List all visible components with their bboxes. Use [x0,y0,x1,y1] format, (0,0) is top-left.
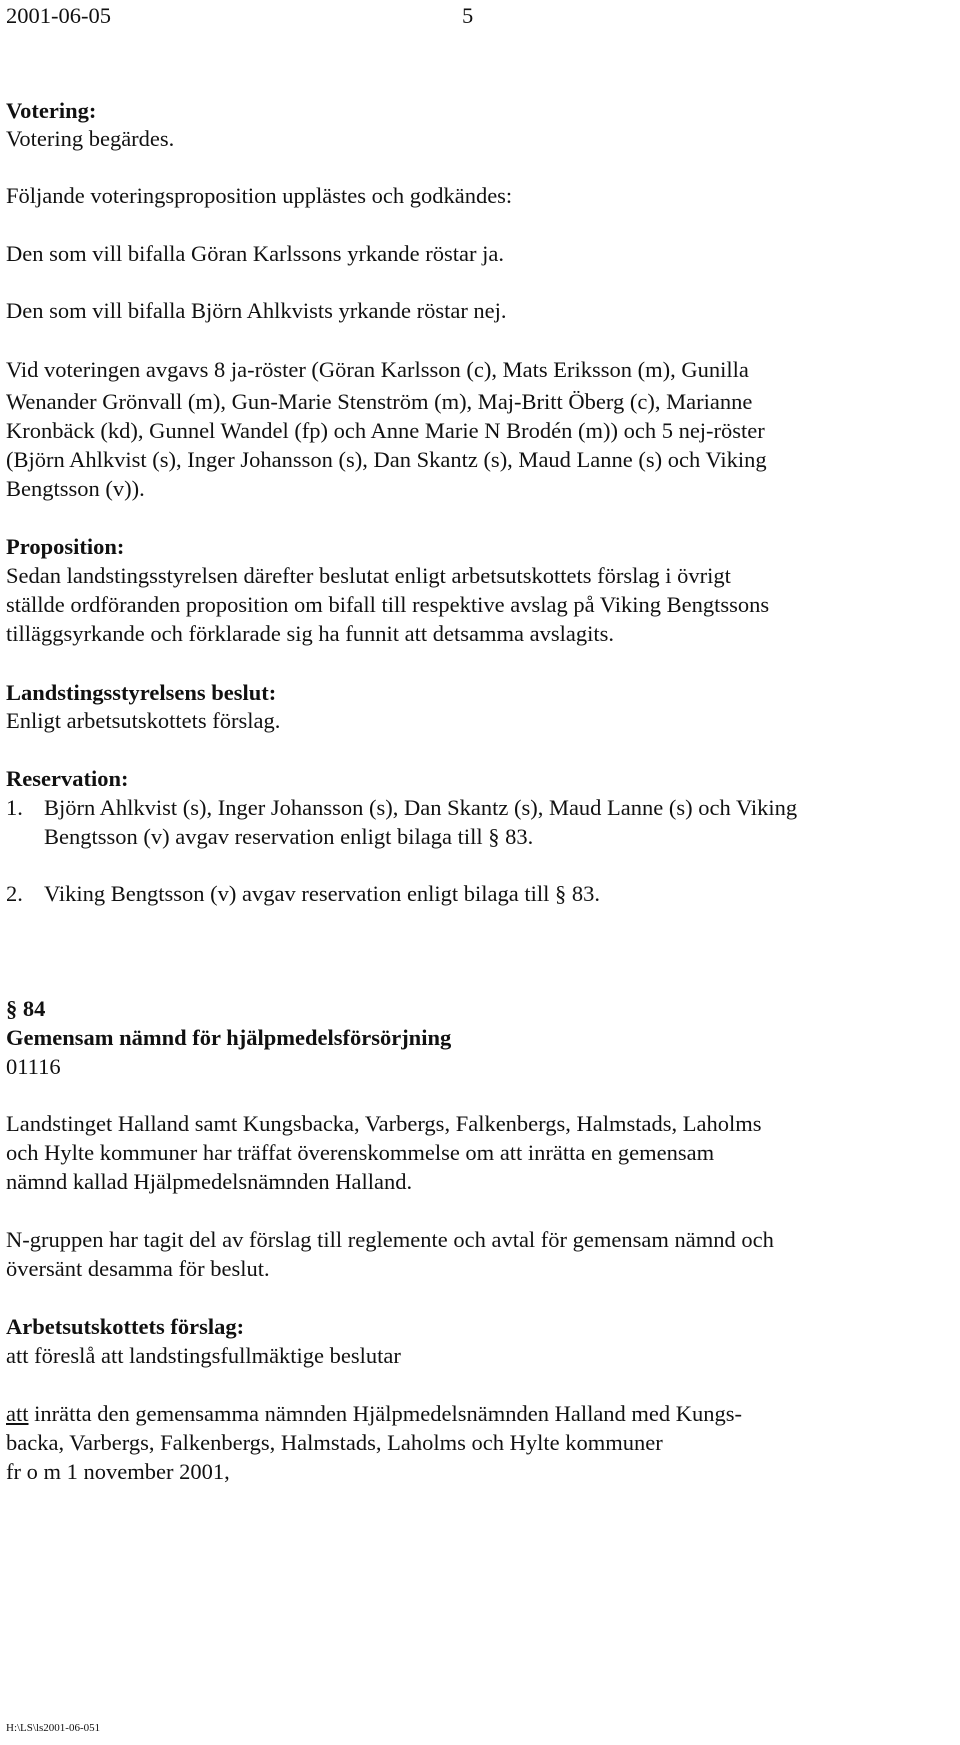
proposition-line: tilläggsyrkande och förklarade sig ha funnit att detsamma avslagits. [6,621,614,646]
section-84-title: Gemensam nämnd för hjälpmedelsförsörjning [6,1025,452,1050]
votering-heading: Votering: [6,98,97,123]
footer-path: H:\LS\ls2001-06-051 [6,1722,101,1734]
result-line: Bengtsson (v)). [6,476,145,501]
au-heading: Arbetsutskottets förslag: [6,1314,245,1339]
att-text: inrätta den gemensamma nämnden Hjälpmedelsnämnden Halland med Kungs- [34,1401,743,1426]
beslut-heading: Landstingsstyrelsens beslut: [6,680,277,705]
au-intro: att föreslå att landstingsfullmäktige beslutar [6,1343,401,1368]
page-number: 5 [462,3,474,28]
reservation-item-line: Bengtsson (v) avgav reservation enligt bilaga till § 83. [44,824,534,849]
para2-line: översänt desamma för beslut. [6,1256,270,1281]
reservation-item-line: Björn Ahlkvist (s), Inger Johansson (s), Dan Skantz (s), Maud Lanne (s) och Viking [44,795,798,820]
para1-line: och Hylte kommuner har träffat överenskommelse om att inrätta en gemensam [6,1140,715,1165]
diary-number: 01116 [6,1054,61,1079]
att-decision-line [6,1400,742,1427]
result-line: Wenander Grönvall (m), Gun-Marie Stenström (m), Maj-Britt Öberg (c), Marianne [6,389,753,414]
reservation-item-line: Viking Bengtsson (v) avgav reservation enligt bilaga till § 83. [44,881,601,906]
nej-line: Den som vill bifalla Björn Ahlkvists yrkande röstar nej. [6,298,507,323]
header-date: 2001-06-05 [6,3,111,28]
reservation-number: 2. [6,881,23,906]
proposition-line: ställde ordföranden proposition om bifall till respektive avslag på Viking Bengtssons [6,592,770,617]
att-underlined: att [6,1401,29,1426]
reservation-number: 1. [6,795,23,820]
proposition-intro: Följande voteringsproposition upplästes och godkändes: [6,183,513,208]
para2-line: N-gruppen har tagit del av förslag till reglemente och avtal för gemensam nämnd och [6,1227,774,1252]
att-line: backa, Varbergs, Falkenbergs, Halmstads, Laholms och Hylte kommuner [6,1430,663,1455]
proposition-heading: Proposition: [6,534,125,559]
proposition-line: Sedan landstingsstyrelsen därefter beslutat enligt arbetsutskottets förslag i övrigt [6,563,731,588]
att-line: fr o m 1 november 2001, [6,1459,230,1484]
votering-text: Votering begärdes. [6,126,175,151]
result-line: Kronbäck (kd), Gunnel Wandel (fp) och Anne Marie N Brodén (m)) och 5 nej-röster [6,418,765,443]
ja-line: Den som vill bifalla Göran Karlssons yrkande röstar ja. [6,241,504,266]
para1-line: nämnd kallad Hjälpmedelsnämnden Halland. [6,1169,413,1194]
result-line: Vid voteringen avgavs 8 ja-röster (Göran Karlsson (c), Mats Eriksson (m), Gunilla [6,357,749,382]
result-line: (Björn Ahlkvist (s), Inger Johansson (s), Dan Skantz (s), Maud Lanne (s) och Viking [6,447,767,472]
beslut-text: Enligt arbetsutskottets förslag. [6,708,281,733]
para1-line: Landstinget Halland samt Kungsbacka, Varbergs, Falkenbergs, Halmstads, Laholms [6,1111,762,1136]
reservation-heading: Reservation: [6,766,129,791]
section-84-heading: § 84 [6,996,46,1021]
